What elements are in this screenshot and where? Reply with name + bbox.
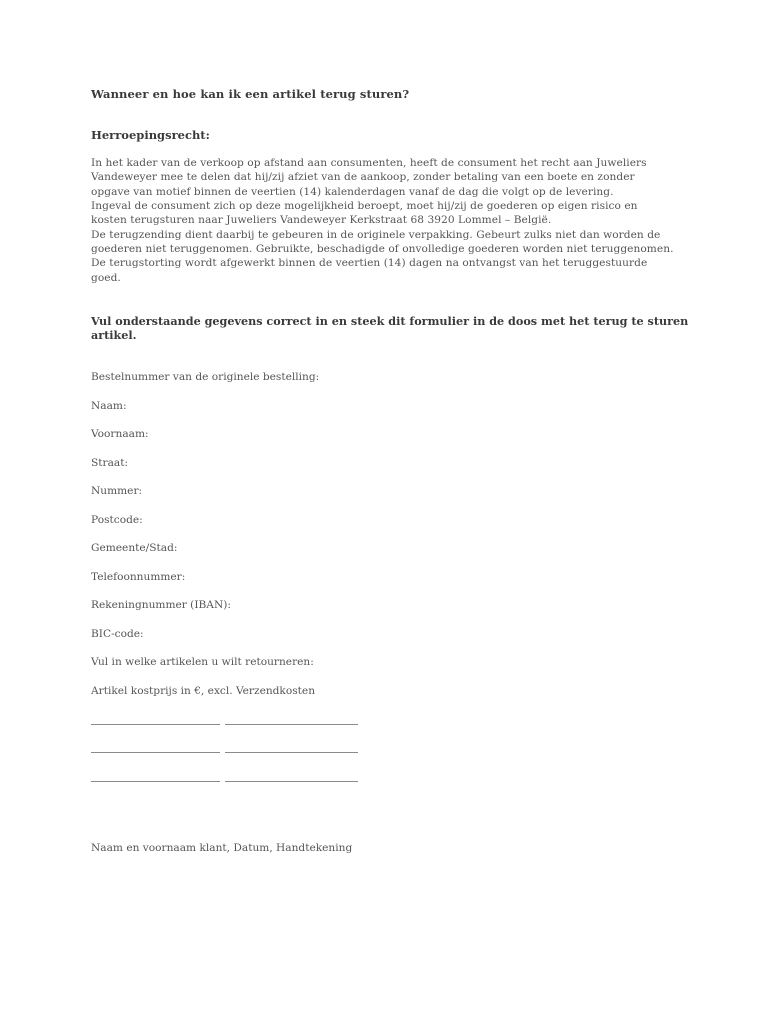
blank-line-row (91, 771, 359, 783)
paragraph-line: kosten terugsturen naar Juweliers Vandeweyer Kerkstraat 68 3920 Lommel – België. (91, 214, 552, 226)
signature-line: Naam en voornaam klant, Datum, Handtekening (91, 842, 353, 854)
blank-line (91, 724, 220, 725)
instruction-line: artikel. (91, 328, 137, 342)
field-article-price: Artikel kostprijs in €, excl. Verzendkosten (91, 685, 316, 697)
paragraph-line: goederen niet teruggenomen. Gebruikte, beschadigde of onvolledige goederen worden niet teruggenomen. (91, 243, 674, 255)
field-order-number: Bestelnummer van de originele bestelling: (91, 371, 320, 383)
section-heading: Herroepingsrecht: (91, 128, 210, 142)
field-bic: BIC-code: (91, 628, 144, 640)
paragraph-line: opgave van motief binnen de veertien (14) kalenderdagen vanaf de dag die volgt op de levering. (91, 186, 614, 198)
paragraph-line: Vandeweyer mee te delen dat hij/zij afziet van de aankoop, zonder betaling van een boete en zonder (91, 171, 635, 183)
field-first-name: Voornaam: (91, 428, 149, 440)
paragraph-line: De terugstorting wordt afgewerkt binnen de veertien (14) dagen na ontvangst van het teruggestuurde (91, 257, 648, 269)
field-city: Gemeente/Stad: (91, 542, 178, 554)
instruction-line: Vul onderstaande gegevens correct in en steek dit formulier in de doos met het terug te sturen (91, 314, 689, 328)
blank-line (225, 724, 358, 725)
paragraph-line: Ingeval de consument zich op deze mogelijkheid beroept, moet hij/zij de goederen op eigen risico en (91, 200, 638, 212)
paragraph-line: goed. (91, 272, 121, 284)
field-street: Straat: (91, 457, 129, 469)
blank-line (91, 752, 220, 753)
field-house-number: Nummer: (91, 485, 143, 497)
field-last-name: Naam: (91, 400, 127, 412)
blank-line-row (91, 714, 359, 726)
field-postcode: Postcode: (91, 514, 143, 526)
blank-line-row (91, 742, 359, 754)
document-title: Wanneer en hoe kan ik een artikel terug sturen? (91, 87, 410, 101)
paragraph-line: In het kader van de verkoop op afstand aan consumenten, heeft de consument het recht aan Juweliers (91, 157, 647, 169)
field-iban: Rekeningnummer (IBAN): (91, 599, 231, 611)
blank-line (225, 781, 358, 782)
field-articles: Vul in welke artikelen u wilt retourneren: (91, 656, 314, 668)
blank-line (225, 752, 358, 753)
paragraph-line: De terugzending dient daarbij te gebeuren in de originele verpakking. Gebeurt zulks niet dan worden de (91, 229, 661, 241)
blank-line (91, 781, 220, 782)
field-phone: Telefoonnummer: (91, 571, 186, 583)
